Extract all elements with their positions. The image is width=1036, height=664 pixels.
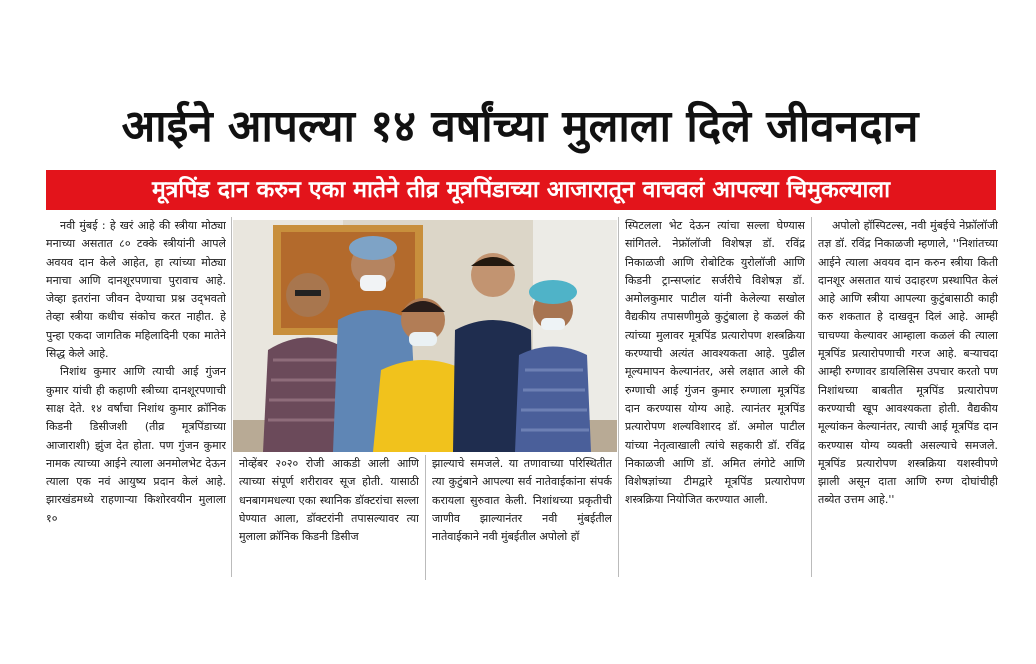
paragraph: स्पिटलला भेट देऊन त्यांचा सल्ला घेण्यास सांगितले. नेफ्रॉलॉजी विशेषज्ञ डॉ. रविंद्र निकाळजी आणि रोबोटिक युरोलॉजी आणि किडनी ट्रान्सप्लांट सर्जरीचे विशेषज्ञ डॉ. अमोलकुमार पाटील यांनी केलेल्या सखोल वैद्यकीय तपासणीमुळे कुटुंबाला हे कळलं की त्यांच्या मुलावर मूत्रपिंड प्रत्यारोपण शस्त्रक्रिया करण्याची अत्यंत आवश्यकता आहे. पुढील मूल्यमापन केल्यानंतर, असे लक्षात आले की रुग्णाची आई गुंजन कुमार रुग्णाला मूत्रपिंड दान करण्यास योग्य आहे. त्यानंतर मूत्रपिंड प्रत्यारोपण शल्यविशारद डॉ. अमोल पाटील यांच्या नेतृत्वाखाली त्यांचे सहकारी डॉ. रविंद्र निकाळजी आणि डॉ. अमित लंगोटे आणि विशेषज्ञांच्या टीमद्वारे मूत्रपिंड प्रत्यारोपण शस्त्रक्रिया नियोजित करण्यात आली. [625,219,805,507]
column-divider [811,217,812,577]
column-divider [231,217,232,577]
headline: आईने आपल्या १४ वर्षांच्या मुलाला दिले जीवनदान [121,101,919,152]
article-column-3 [432,455,612,580]
paragraph: नोव्हेंबर २०२० रोजी आकडी आली आणि त्याच्या संपूर्ण शरीरावर सूज होती. यासाठी धनबागमधल्या एका स्थानिक डॉक्टरांचा सल्ला घेण्यात आला, डॉक्टरांनी तपासल्यावर त्या मुलाला क्रॉनिक किडनी डिसीज [239,457,419,544]
article-column-4 [625,217,805,577]
subheadline-banner: मूत्रपिंड दान करुन एका मातेने तीव्र मूत्रपिंडाच्या आजारातून वाचवलं आपल्या चिमुकल्याला [46,170,996,210]
article-column-5 [818,217,998,577]
column-divider [618,217,619,577]
paragraph: नवी मुंबई : हे खरं आहे की स्त्रीया मोठ्या मनाच्या असतात ८० टक्के स्त्रीयांनी आपले अवयव दान केले आहेत, हा त्यांच्या मोठ्या मनाचा आणि दानशूरपणाचा पुरावाच आहे. जेव्हा इतरांना जीवन देण्याचा प्रश्न उद्‌भवतो तेव्हा स्त्रीया कधीच संकोच करत नाहीत. हे पुन्हा एकदा जागतिक महिलादिनी एका मातेने सिद्ध केले आहे. [46,219,226,361]
paragraph: झाल्याचे समजले. या तणावाच्या परिस्थितीत त्या कुटुंबाने आपल्या सर्व नातेवाईकांना संपर्क करायला सुरुवात केली. निशांथच्या प्रकृतीची जाणीव झाल्यानंतर नवी मुंबईतील नातेवाईकाने नवी मुंबईतील अपोलो हॉ [432,457,612,544]
paragraph: निशांथ कुमार आणि त्याची आई गुंजन कुमार यांची ही कहाणी स्त्रीच्या दानशूरपणाची साक्ष देते. १४ वर्षांचा निशांथ कुमार क्रॉनिक किडनी डिसीजशी (तीव्र मूत्रपिंडाच्या आजाराशी) झुंज देत होता. पण गुंजन कुमार नामक त्याच्या आईने त्याला अनमोलभेट देऊन त्याला एक नवं आयुष्य प्रदान केलं आहे. झारखंडमध्ये राहणाऱ्या किशोरवयीन मुलाला १० [46,365,226,525]
paragraph: अपोलो हॉस्पिटल्स, नवी मुंबईचे नेफ्रॉलॉजी तज्ञ डॉ. रविंद्र निकाळजी म्हणाले, ''निशांतच्या आईने त्याला अवयव दान करुन स्त्रीया किती दानशूर असतात याचं उदाहरण प्रस्थापित केलं आहे आणि स्त्रीया आपल्या कुटुंबासाठी काही करु शकतात हे दाखवून दिलं आहे. आम्ही चाचण्या केल्यावर आम्हाला कळलं की त्याला मूत्रपिंड प्रत्यारोपणाची गरज आहे. बऱ्याचदा आम्ही रुग्णावर डायलिसिस उपचार करतो पण निशांथच्या बाबतीत मूत्रपिंड प्रत्यारोपण करण्याची खूप आवश्यकता होती. वैद्यकीय मूल्यांकन केल्यानंतर, त्याची आई मूत्रपिंड दान करण्यास योग्य व्यक्ती असल्याचे समजले. मूत्रपिंड प्रत्यारोपण शस्त्रक्रिया यशस्वीपणे झाली असून दाता आणि रुग्ण दोघांचीही तब्येत उत्तम आहे.'' [818,219,998,507]
group-photo-illustration [233,220,617,452]
column-divider [425,455,426,580]
article-column-2 [239,455,419,580]
article-photo [233,220,617,452]
article-column-1 [46,217,226,577]
